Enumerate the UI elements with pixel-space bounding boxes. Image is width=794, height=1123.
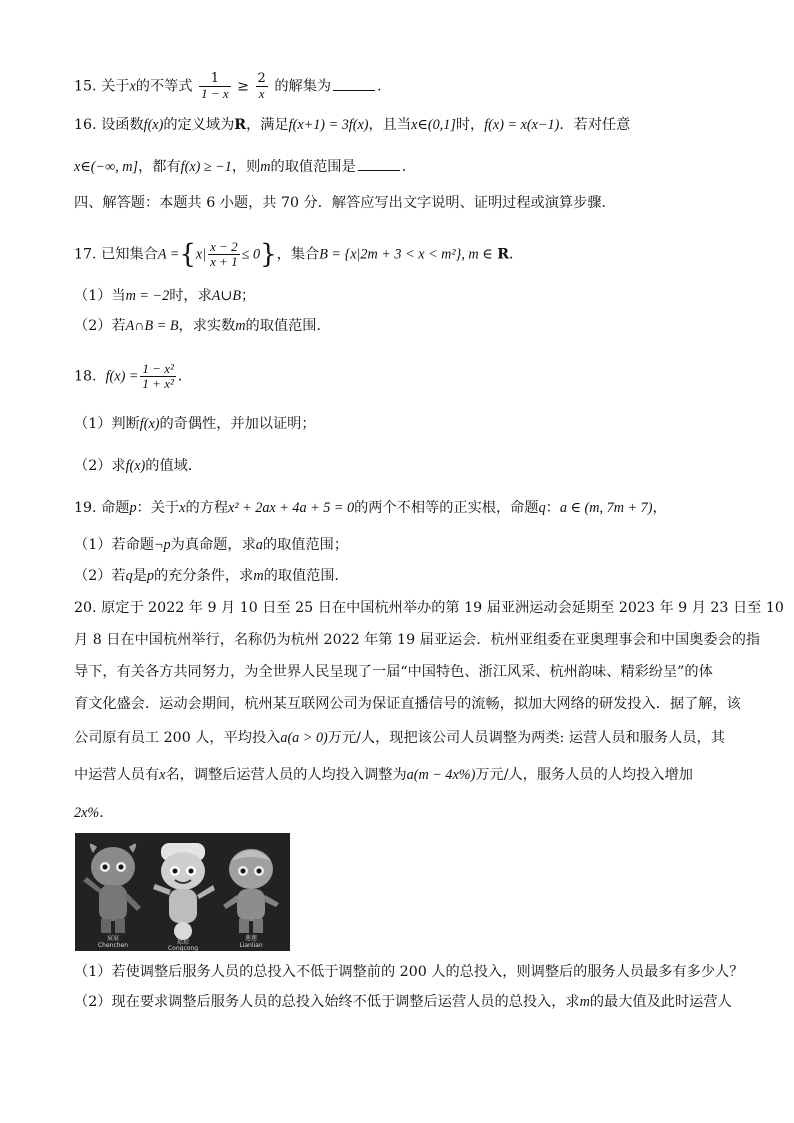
- question-20-line-3: 导下，有关各方共同努力，为全世界人民呈现了一届“中国特色、浙江风采、杭州韵味、精彩纷呈”的体: [74, 664, 713, 680]
- question-20-line-1: 20. 原定于 2022 年 9 月 10 日至 25 日在中国杭州举办的第 19 届亚洲运动会延期至 2023 年 9 月 23 日至 10: [74, 600, 784, 616]
- answer-blank: [358, 156, 400, 171]
- mascot-label-cn: 莲莲: [244, 935, 258, 942]
- question-20-line-2: 月 8 日在中国杭州举行，名称仍为杭州 2022 年第 19 届亚运会．杭州亚组委在亚奥理事会和中国奥委会的指: [74, 632, 761, 648]
- question-16-line-1: 16. 设函数f(x)的定义域为R，满足f(x+1) = 3f(x)，且当x∈(0,1]时，f(x) = x(x−1)．若对任意: [74, 117, 631, 133]
- question-20-line-4: 育文化盛会．运动会期间，杭州某互联网公司为保证直播信号的流畅，拟加大网络的研发投入．据了解，该: [74, 696, 741, 712]
- mascot-label-en: Chenchen: [97, 942, 129, 949]
- question-19-part-2: （2）若q是p的充分条件，求m的取值范围．: [74, 568, 349, 584]
- mascot-label-en: Lianlian: [239, 942, 263, 949]
- question-19: 19. 命题p：关于x的方程x² + 2ax + 4a + 5 = 0的两个不相等的正实根，命题q：a ∈ (m, 7m + 7)，: [74, 500, 667, 516]
- section-header: 四、解答题：本题共 6 小题，共 70 分．解答应写出文字说明、证明过程或演算步骤．: [74, 195, 616, 211]
- question-20-line-7: 2x%．: [74, 805, 114, 821]
- question-15: 15. 关于x的不等式 $\frac{1}{1 - x}$ ≥ $\frac{2}{x}$ 的解集为 .: [74, 71, 382, 101]
- mascot-illustration: [75, 833, 290, 951]
- question-20-line-6: 中运营人员有x名，调整后运营人员的人均投入调整为a(m − 4x%)万元/人，服务人员的人均投入增加: [74, 767, 693, 783]
- fraction-x-minus-2-over-x-plus-1: $\frac{x - 2}{x + 1}$: [210, 239, 238, 269]
- mascot-photo: [75, 833, 290, 951]
- fraction-1-over-1-minus-x: $\frac{1}{1 - x}$: [201, 71, 229, 101]
- mascot-label-cn: 宸宸: [106, 935, 120, 942]
- answer-blank: [333, 76, 375, 91]
- question-19-part-1: （1）若命题¬p为真命题，求a的取值范围；: [74, 537, 349, 553]
- question-20-part-1: （1）若使调整后服务人员的总投入不低于调整前的 200 人的总投入，则调整后的服务人员最多有多少人？: [74, 964, 744, 980]
- question-17: 17. 已知集合A ={x| $\frac{x - 2}{x + 1}$ ≤ 0}，集合B = {x|2m + 3 < x < m²}, m ∈ R．: [74, 239, 524, 270]
- mascot-label-en: Congcong: [167, 945, 199, 951]
- question-18: 18. f(x) = $\frac{\text{1 − x²}}{\text{1 + x²}}$ ．: [74, 361, 193, 391]
- question-18-part-2: （2）求f(x)的值域．: [74, 458, 203, 474]
- question-20-part-2: （2）现在要求调整后服务人员的总投入始终不低于调整后运营人员的总投入，求m的最大值及此时运营人: [74, 994, 732, 1010]
- question-16-line-2: x∈(−∞, m]，都有f(x) ≥ −1，则m的取值范围是 .: [74, 156, 724, 177]
- fraction-1-minus-x2-over-1-plus-x2: $\frac{\text{1 − x²}}{\text{1 + x²}}$: [142, 361, 174, 391]
- fraction-2-over-x: $\frac{2}{x}$: [257, 71, 266, 101]
- question-17-part-1: （1）当m = −2时，求A∪B；: [74, 288, 256, 304]
- question-18-part-1: （1）判断f(x)的奇偶性，并加以证明；: [74, 416, 316, 432]
- question-20-line-5: 公司原有员工 200 人，平均投入a(a > 0)万元/人，现把该公司人员调整为两类: 运营人员和服务人员，其: [74, 730, 725, 746]
- question-17-part-2: （2）若A∩B = B，求实数m的取值范围．: [74, 318, 331, 334]
- mascot-label-cn: 琮琮: [176, 939, 190, 946]
